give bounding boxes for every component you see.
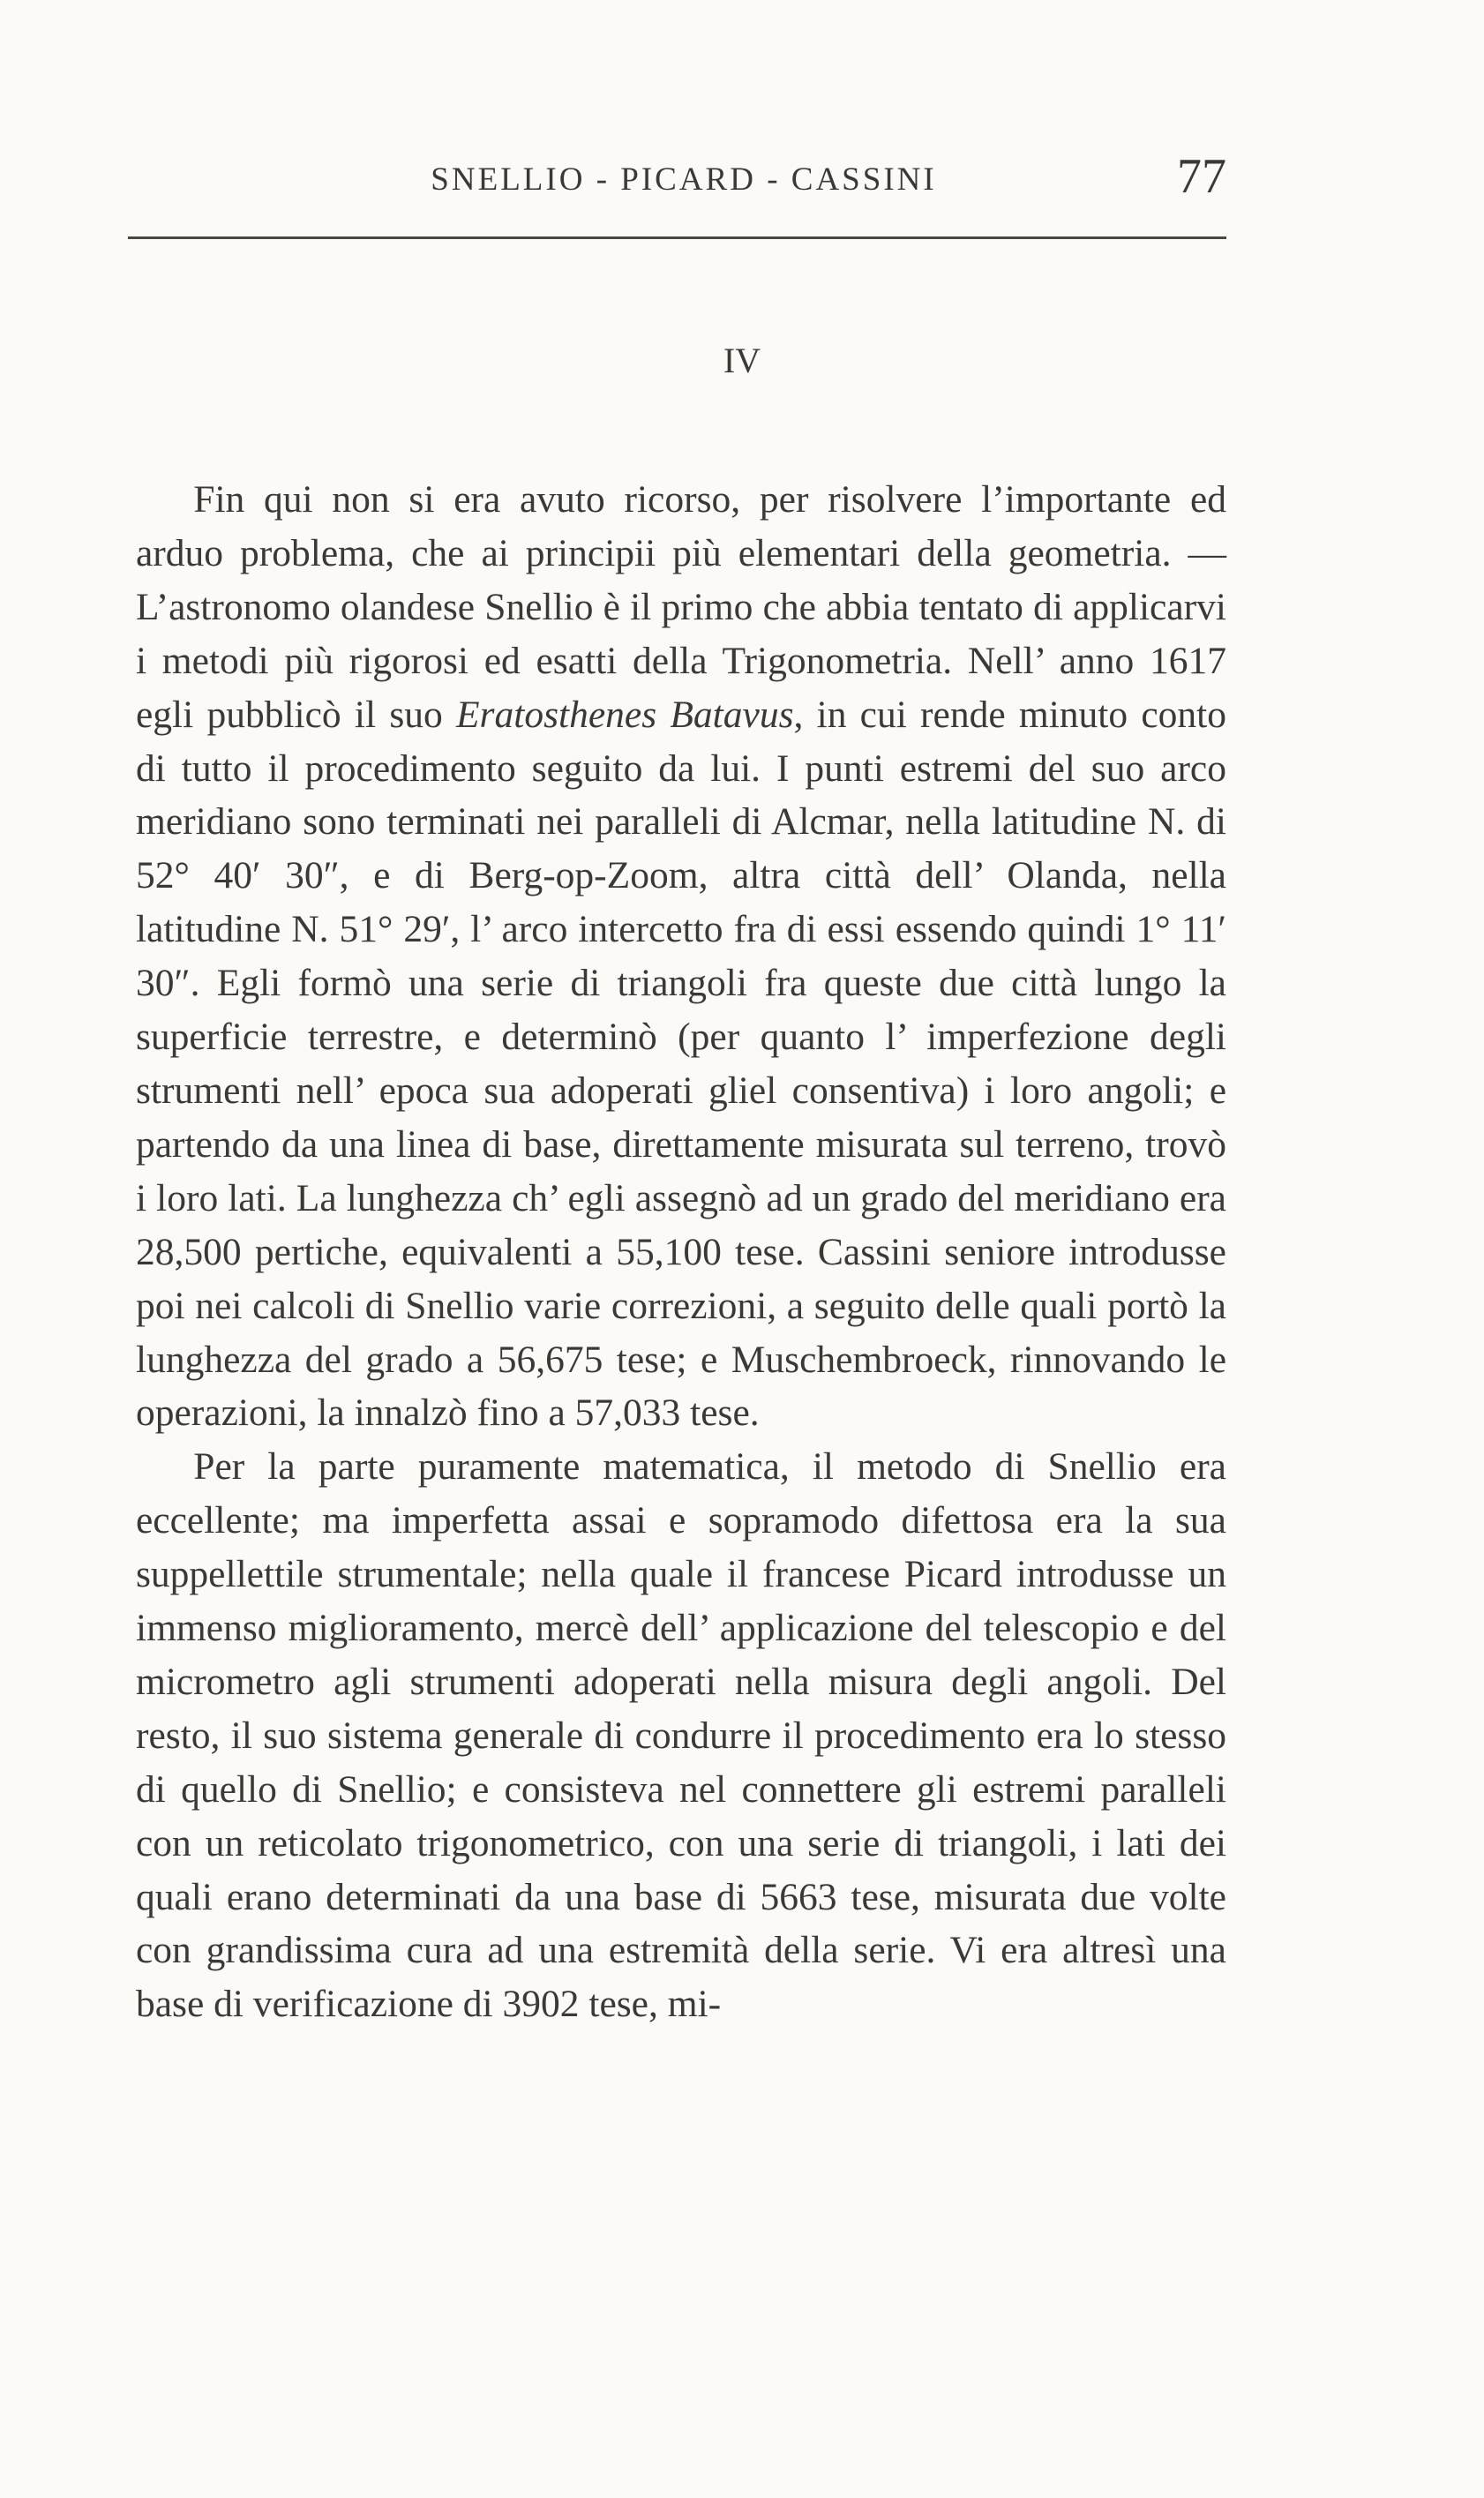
header-rule (128, 236, 1226, 239)
page-number: 77 (1177, 149, 1226, 204)
running-title: SNELLIO - PICARD - CASSINI (431, 161, 937, 198)
paragraph-1-text-after-title: , in cui rende minuto conto di tutto il procedimento seguito da lui. I punti estremi del suo arco meridiano sono terminati nei paralleli di Alcmar, nella latitudine N. di 52° 40′ 30″, e di Berg-op-Zoom, altra città dell’ Olanda, nella latitudine N. 51° 29′, l’ arco intercetto fra di essi essendo quindi 1° 11′ 30″. Egli formò una serie di triangoli fra queste due città lungo la superficie terrestre, e determinò (per quanto l’ imperfezione degli strumenti nell’ epoca sua adoperati gliel consentiva) i loro angoli; e partendo da una linea di base, direttamente misurata sul terreno, trovò i loro lati. La lunghezza ch’ egli assegnò ad un grado del meridiano era 28,500 pertiche, equivalenti a 55,100 tese. Cassini seniore introdusse poi nei calcoli di Snellio varie correzioni, a seguito delle quali portò la lunghezza del grado a 56,675 tese; e Muschembroeck, rinnovando le operazioni, la innalzò fino a 57,033 tese. (136, 693, 1226, 1435)
section-heading: IV (723, 341, 761, 380)
body-text (136, 473, 1226, 2031)
page-header (141, 149, 1226, 217)
paragraph-1-text-before-title: Fin qui non si era avuto ricorso, per risolvere l’importante ed arduo problema, che ai principii più elementari della geometria. — L’astronomo olandese Snellio è il primo che abbia tentato di applicarvi i metodi più rigorosi ed esatti della Trigonometria. Nell’ anno 1617 egli pubblicò il suo (136, 478, 1226, 736)
paragraph-2: Per la parte puramente matematica, il metodo di Snellio era eccellente; ma imperfetta assai e sopramodo difettosa era la sua suppellettile strumentale; nella quale il francese Picard introdusse un immenso miglioramento, mercè dell’ applicazione del telescopio e del micrometro agli strumenti adoperati nella misura degli angoli. Del resto, il suo sistema generale di condurre il procedimento era lo stesso di quello di Snellio; e consisteva nel connettere gli estremi paralleli con un reticolato trigonometrico, con una serie di triangoli, i lati dei quali erano determinati da una base di 5663 tese, misurata due volte con grandissima cura ad una estremità della serie. Vi era altresì una base di verificazione di 3902 tese, mi- (136, 1445, 1226, 2026)
book-title-italic: Eratosthenes Batavus (455, 693, 794, 736)
paragraph-1 (136, 473, 1226, 1440)
